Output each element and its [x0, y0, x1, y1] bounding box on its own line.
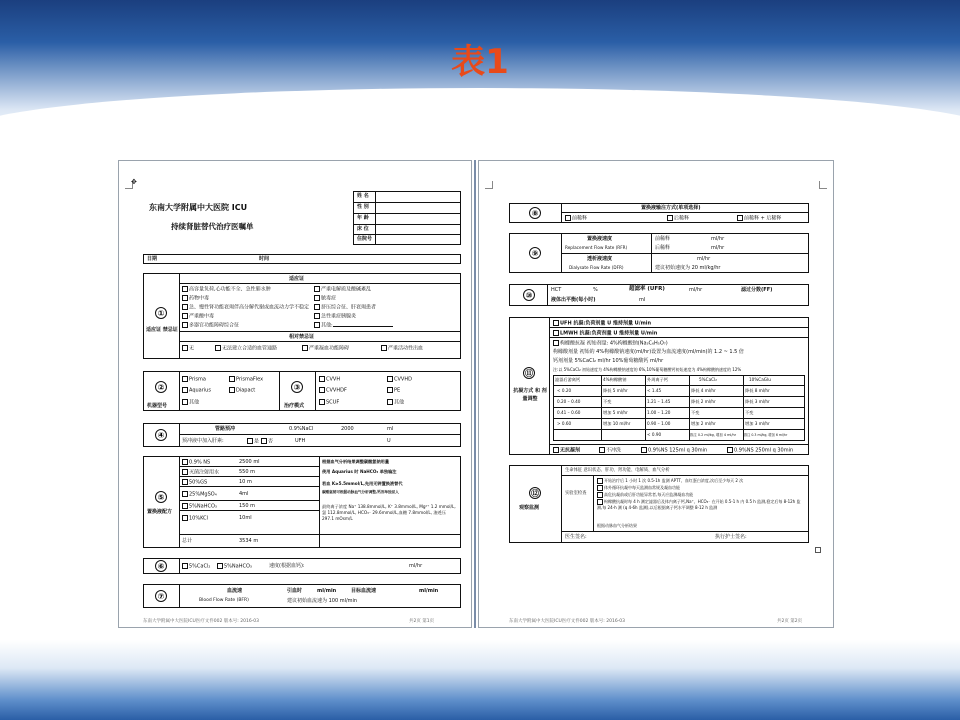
calcium-option[interactable]: 5%CaCl₂: [182, 563, 210, 570]
anchor-handle[interactable]: [815, 547, 821, 553]
recipe-amount: 10ml: [239, 515, 252, 521]
patient-age-label: 年 龄: [357, 215, 369, 221]
corner-mark: [819, 181, 827, 189]
replacement-rate-sub: Replacement Flow Rate (RFR): [565, 245, 628, 250]
calcium-option[interactable]: 5%NaHCO₃: [217, 563, 252, 570]
table-cell: 降低 4 ml/hr: [691, 388, 716, 393]
vital-signs-row: 生命体征 意识状态、肝功、肾功能、电解质、血气分析: [565, 468, 670, 473]
dialysate-rate-note: 建议初始速度为 20 ml/kg/hr: [655, 265, 721, 271]
indication-item[interactable]: 药物中毒: [182, 295, 209, 302]
table-header: 滤器后游离钙: [555, 377, 581, 382]
hct-unit: %: [593, 287, 598, 293]
table-cell: 推注 0.2 ml/kg, 增加 4 ml/hr: [690, 433, 737, 437]
section-number-8: ⑧: [529, 207, 541, 219]
table-cell: 增加 10 ml/hr: [603, 421, 631, 426]
ufh-label: UFH: [295, 438, 306, 444]
post-dilution-label: 后稀释: [655, 245, 671, 251]
target-flow-unit: ml/min: [419, 588, 439, 594]
no-anticoag-option[interactable]: 0.9%NS 250ml q 30min: [727, 447, 793, 454]
priming-solution: 0.9%NaCl: [289, 426, 314, 432]
machine-option[interactable]: Prisma: [182, 376, 206, 383]
contraindications-header: 相对禁忌证: [289, 334, 315, 340]
anticoagulation-side-label: 抗凝方式 和 剂量调整: [513, 388, 547, 402]
table-cell: 不变: [691, 410, 700, 415]
indication-item[interactable]: 严重酸中毒: [182, 313, 214, 320]
section-number-4: ④: [155, 429, 167, 441]
table-cell: 降低 2 ml/hr: [691, 399, 716, 404]
calcium-dose-row: 钙剂剂量 5%CaCl₂ ml/hr 10%葡萄糖酸钙 ml/hr: [553, 358, 664, 364]
machine-option[interactable]: Aquarius: [182, 387, 211, 394]
fluid-goal-unit: ml: [639, 297, 646, 303]
priming-heparin-label: 预冲液中加入肝素:: [182, 438, 224, 444]
blood-flow-label: Blood Flow Rate (BFR): [199, 598, 249, 603]
replacement-rate-label: 置换液速度: [587, 236, 613, 242]
page-separator: [474, 160, 476, 628]
table-header: 4%枸橼酸钠: [603, 377, 627, 382]
contraindication-item[interactable]: 严重凝血功能障碍: [302, 345, 349, 352]
recipe-note: 最终离子浓度 Na⁺ 138.8mmol/L, K⁺ 3.8mmol/L, Mg²⁺ 1.2 mmol/L, 氯 112.8mmol/L, HCO₃⁻ 29.6mmol/L,血糖 7.8mmol/L, 渗透压 297.1 mOsm/L: [322, 504, 456, 521]
post-dilution-unit: ml/hr: [711, 245, 725, 251]
mode-option[interactable]: CVVH: [319, 376, 340, 383]
pre-dilution-unit: ml/hr: [711, 236, 725, 242]
mode-option[interactable]: 其他: [387, 399, 404, 406]
ufr-unit: ml/hr: [689, 287, 703, 293]
indication-item[interactable]: 急性重症胰腺炎: [314, 313, 356, 320]
lab-item: 根据动脉血气分析结果: [597, 523, 637, 528]
no-anticoag-option[interactable]: 不冲洗: [599, 447, 621, 454]
page-footer-right: 共2页 第1页: [409, 619, 435, 624]
table-cell: 1.21 – 1.45: [647, 399, 671, 404]
table-cell: 增加 3 ml/hr: [745, 421, 770, 426]
patient-id-label: 住院号: [357, 236, 373, 242]
recipe-amount: 10 m: [239, 479, 252, 485]
section-number-7: ⑦: [155, 590, 167, 602]
indication-item[interactable]: 急、慢性肾功能衰竭伴高分解代谢或血流动力学不稳定: [182, 304, 309, 311]
table-cell: 0.20 – 0.40: [557, 399, 581, 404]
citrate-dose-row: 枸橼酸剂量 初始的 4%枸橼酸钠速度(ml/hr)设置为血流速度(ml/min)的 1.2 ~ 1.5 倍: [553, 349, 744, 355]
page-footer-left: 东南大学附属中大医院ICU医疗文件002 版本号: 2016-03: [509, 619, 626, 624]
lab-item[interactable]: 开始治疗后 1 小时 1 次 0.5-1h 监测 APTT、血红蛋白浓度,次后至少每天 2 次: [597, 478, 743, 484]
table-cell: 0.41 – 0.60: [557, 410, 581, 415]
lmwh-row[interactable]: LMWH 抗凝:负荷剂量 U 维持剂量 U/min: [553, 330, 657, 337]
recipe-note: 使用 Aquarius 时 NaHCO₃ 单独输注: [322, 469, 397, 474]
section-number-3: ③: [291, 381, 303, 393]
section-number-9: ⑨: [529, 247, 541, 259]
section-number-11: ⑪: [525, 369, 533, 378]
patient-sex-label: 性 别: [357, 204, 369, 210]
slide-title: 表1: [451, 42, 509, 82]
recipe-note: 根据血气分析结果调整碳酸氢钠用量: [322, 459, 390, 464]
lab-item[interactable]: 高危抗凝前或后肝功能异常者,每天应监测凝血功能: [597, 492, 693, 498]
citrate-row[interactable]: 枸橼酸抗凝 初始剂量: 4%枸橼酸钠(Na₃C₆H₅O₇): [553, 340, 668, 347]
heparin-no-checkbox[interactable]: 否: [261, 438, 273, 445]
ufh-row[interactable]: UFH 抗凝:负荷剂量 U 维持剂量 U/min: [553, 320, 651, 327]
replacement-mode-option[interactable]: 前稀释 + 后稀释: [737, 215, 781, 222]
table-cell: < 0.20: [557, 388, 572, 393]
table-cell: < 1.45: [647, 388, 662, 393]
recipe-amount: 2500 ml: [239, 459, 260, 465]
dialysate-rate-unit: ml/hr: [697, 256, 711, 262]
table-cell: 降低 5 ml/hr: [603, 388, 628, 393]
replacement-mode-option[interactable]: 前稀释: [565, 215, 587, 222]
date-label: 日期: [147, 256, 158, 262]
table-cell: > 0.60: [557, 421, 572, 426]
table-cell: 推注 0.3 ml/kg, 增加 6 ml/hr: [744, 433, 788, 437]
table-cell: 降低 8 ml/hr: [745, 388, 770, 393]
mode-option[interactable]: SCUF: [319, 399, 339, 406]
blood-flow-header: 血流速: [227, 588, 243, 594]
form-page-1: [118, 160, 472, 628]
table-cell: < 0.90: [647, 432, 662, 437]
time-label: 时间: [259, 256, 270, 262]
calcium-rate-unit: ml/hr: [409, 563, 423, 569]
ufr-label: 超滤率 (UFR): [629, 286, 665, 292]
no-anticoag-row[interactable]: 无抗凝剂: [553, 447, 580, 454]
calcium-rate-label: 速度(根据血钙):: [269, 563, 305, 569]
footer-background: [0, 640, 960, 720]
table-cell: 不变: [603, 399, 612, 404]
machine-option[interactable]: Diapact: [229, 387, 255, 394]
patient-name-label: 姓 名: [357, 193, 369, 199]
start-flow-unit: ml/min: [317, 588, 337, 594]
blood-flow-note: 建议初始血流速为 100 ml/min: [287, 598, 358, 604]
table-cell: 增加 5 ml/hr: [603, 410, 628, 415]
table-cell: 不变: [745, 410, 754, 415]
mode-option[interactable]: CVVHD: [387, 376, 412, 383]
replacement-mode-header: 置换液输注方式(单项选择): [641, 205, 701, 211]
recipe-row[interactable]: 5%NaHCO₃: [182, 503, 217, 510]
indications-header: 适应证: [289, 276, 305, 282]
replacement-mode-option[interactable]: 后稀释: [667, 215, 689, 222]
form-title: 持续肾脏替代治疗医嘱单: [171, 222, 254, 231]
section-number-1: ①: [155, 307, 167, 319]
indication-item[interactable]: 高容量负荷,心功能不全、急性肺水肿: [182, 286, 271, 293]
machine-option[interactable]: PrismaFlex: [229, 376, 263, 383]
indication-item[interactable]: 严重电解质及酸碱紊乱: [314, 286, 371, 293]
fluid-goal-label: 液体出平衡(每小时): [551, 297, 596, 303]
corner-mark: [485, 181, 493, 189]
indication-item[interactable]: 脓毒症: [314, 295, 336, 302]
mode-side-label: 治疗模式: [284, 403, 305, 409]
dialysate-rate-sub: Dialysate Flow Rate (DFR): [569, 265, 624, 270]
recipe-row[interactable]: 10%KCl: [182, 515, 208, 522]
contraindication-item[interactable]: 严重活动性出血: [381, 345, 423, 352]
nurse-signature-label: 执行护士签名:: [715, 534, 747, 540]
target-flow-label: 目标血流速: [351, 588, 377, 594]
recipe-row[interactable]: 0.9% NS: [182, 459, 210, 466]
table-header: 10%CaGlu: [749, 377, 771, 382]
section-number-10: ⑩: [523, 289, 535, 301]
indication-item[interactable]: 挤压综合征、肝衰竭患者: [314, 304, 376, 311]
table-cell: 0.90 – 1.00: [647, 421, 671, 426]
doctor-signature-label: 医生签名:: [565, 534, 587, 540]
indication-item[interactable]: 其他:: [314, 322, 393, 329]
section-number-5: ⑤: [155, 491, 167, 503]
machine-side-label: 机器型号: [147, 403, 168, 409]
hct-label: HCT: [551, 287, 562, 293]
table-cell: 1.00 – 1.20: [647, 410, 671, 415]
recipe-total-amount: 3534 m: [239, 538, 259, 544]
date-row: [143, 254, 461, 264]
ff-label: 滤过分数(FF): [741, 287, 773, 293]
patient-bed-label: 床 位: [357, 226, 369, 232]
recipe-row[interactable]: 50%GS: [182, 479, 207, 486]
recipe-note: 若血 K≥5.5mmol/L,先用无钾置换液替代: [322, 481, 403, 486]
recipe-amount: 550 m: [239, 469, 256, 475]
ufh-unit: U: [387, 438, 391, 444]
recipe-total-label: 总计: [182, 538, 193, 544]
page-footer-left: 东南大学附属中大医院ICU医疗文件002 版本号: 2016-03: [143, 619, 260, 624]
section-number-12: ⑫: [531, 489, 539, 498]
page-footer-right: 共2页 第2页: [777, 619, 803, 624]
section-number-2: ②: [155, 381, 167, 393]
no-anticoag-option[interactable]: 0.9%NS 125ml q 30min: [641, 447, 707, 454]
start-flow-label: 引血时: [287, 588, 303, 594]
recipe-side-label: 置换液配方: [147, 509, 173, 515]
mode-option[interactable]: PE: [387, 387, 400, 394]
priming-header: 管路预冲: [215, 426, 236, 432]
machine-option[interactable]: 其他: [182, 399, 199, 406]
table-header: 外周离子钙: [647, 377, 668, 382]
heparin-yes-checkbox[interactable]: 是: [247, 438, 259, 445]
section-number-6: ⑥: [155, 560, 167, 572]
dialysate-rate-label: 透析液速度: [587, 256, 613, 262]
mode-option[interactable]: CVVHDF: [319, 387, 347, 394]
lab-label: 实验室检查: [565, 491, 587, 496]
contraindication-item[interactable]: 无法建立合适的血管通路: [215, 345, 277, 352]
citrate-note: 注:以 5%CaCl₂ 初始速度为 4%枸橼酸钠速度的 6%,10%葡萄糖酸钙初始速度为 4%枸橼酸钠速度的 12%: [553, 367, 742, 372]
indication-item[interactable]: 多器官功能障碍综合征: [182, 322, 239, 329]
hospital-name: 东南大学附属中大医院 ICU: [149, 203, 248, 212]
recipe-row[interactable]: 灭菌注射用水: [182, 469, 219, 476]
priming-unit: ml: [387, 426, 394, 432]
table-cell: 降低 3 ml/hr: [745, 399, 770, 404]
pre-dilution-label: 前稀释: [655, 236, 671, 242]
move-handle-icon[interactable]: ✥: [131, 178, 137, 186]
recipe-amount: 4ml: [239, 491, 249, 497]
recipe-note: 碳酸氢钠可根据动脉血气分析调整,钙剂单独泵入: [322, 490, 399, 494]
form-page-2: [478, 160, 834, 628]
lab-item[interactable]: 体外循环抗凝中每天监测血常规及凝血功能: [597, 485, 680, 491]
table-cell: 增加 2 ml/hr: [691, 421, 716, 426]
contraindication-item[interactable]: 无: [182, 345, 194, 352]
monitoring-side-label: 观察监测: [519, 505, 540, 511]
recipe-amount: 150 m: [239, 503, 256, 509]
indications-side-label: 适应证 禁忌证: [146, 327, 178, 333]
table-header: 5%CaCl₂: [699, 377, 717, 382]
priming-volume: 2000: [341, 426, 354, 432]
lab-item[interactable]: 枸橼酸抗凝时每 4 h 测定滤器后及体内离子钙,Na⁺、HCO₃⁻ 在开始 0.5-1 h 内 0.5 h 监测,稳定后每 8-12h 监测,每 24-h 测 (q 4-6h 监测),以后根据离子钙水平调整 8-12 h 监测: [597, 499, 801, 510]
recipe-row[interactable]: 25%MgSO₄: [182, 491, 217, 498]
